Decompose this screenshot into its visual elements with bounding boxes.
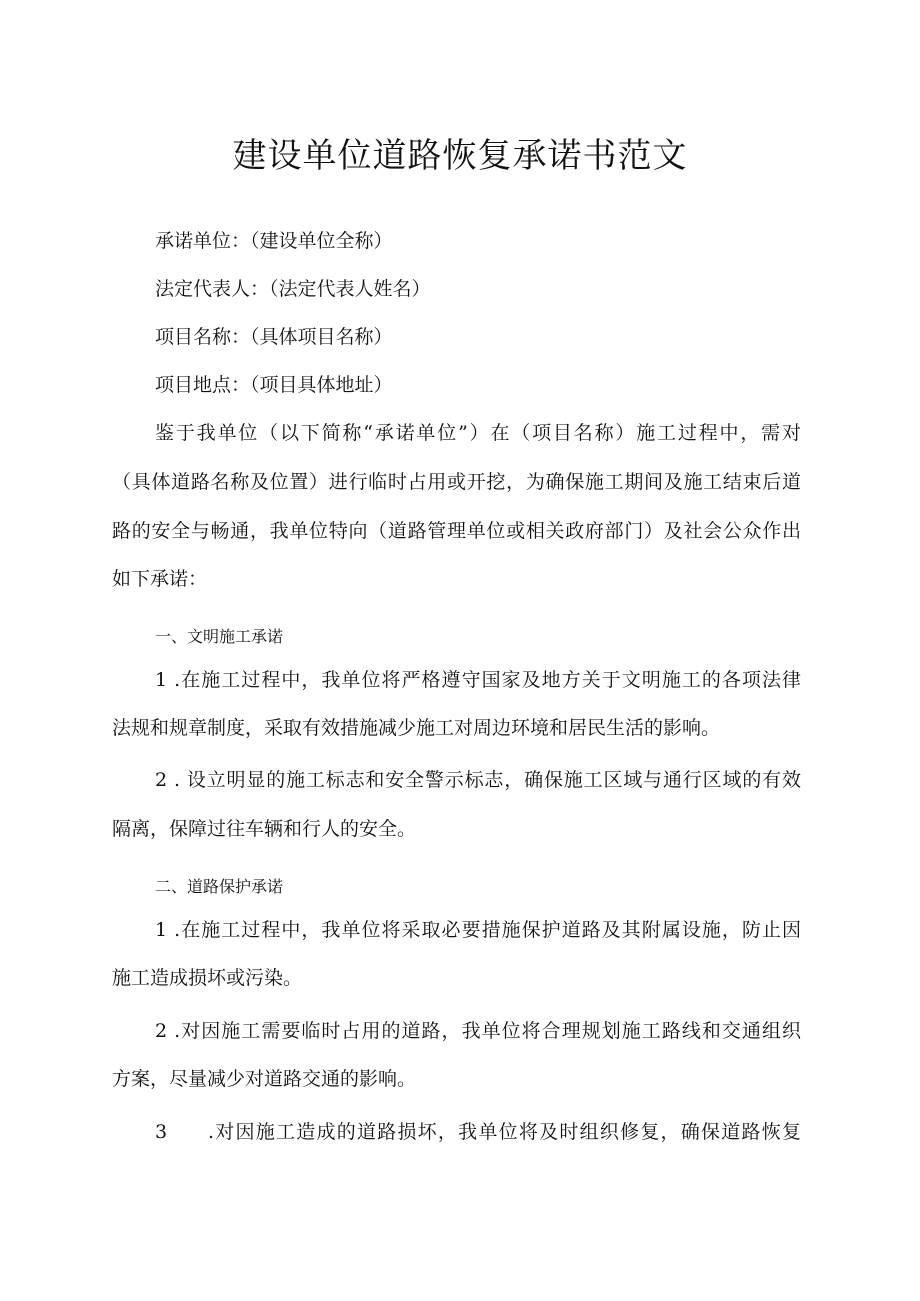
intro-line-2: （具体道路名称及位置）进行临时占用或开挖，为确保施工期间及施工结束后道 bbox=[112, 471, 801, 493]
info-project-location: 项目地点：（项目具体地址） bbox=[155, 374, 393, 396]
intro-line-4: 如下承诺： bbox=[112, 568, 208, 590]
section-1-item-1-line-1: 1 .在施工过程中，我单位将严格遵守国家及地方关于文明施工的各项法律 bbox=[155, 669, 801, 691]
document-title: 建设单位道路恢复承诺书范文 bbox=[232, 136, 688, 176]
section-2-item-2-line-1: 2 .对因施工需要临时占用的道路，我单位将合理规划施工路线和交通组织 bbox=[155, 1020, 801, 1042]
section-1-item-2-line-1: 2 . 设立明显的施工标志和安全警示标志，确保施工区域与通行区域的有效 bbox=[155, 769, 801, 791]
info-unit: 承诺单位：（建设单位全称） bbox=[155, 230, 393, 252]
intro-line-1: 鉴于我单位（以下简称“承诺单位”）在（项目名称）施工过程中，需对 bbox=[155, 422, 801, 444]
section-2-item-2-line-2: 方案，尽量减少对道路交通的影响。 bbox=[112, 1068, 417, 1090]
section-2-item-1-line-2: 施工造成损坏或污染。 bbox=[112, 967, 303, 989]
section-2-item-1-line-1: 1 .在施工过程中，我单位将采取必要措施保护道路及其附属设施，防止因 bbox=[155, 919, 801, 941]
section-1-item-1-line-2: 法规和规章制度，采取有效措施减少施工对周边环境和居民生活的影响。 bbox=[112, 717, 721, 739]
info-representative: 法定代表人：（法定代表人姓名） bbox=[155, 278, 431, 300]
section-2-heading: 二、道路保护承诺 bbox=[155, 877, 284, 896]
section-1-item-2-line-2: 隔离，保障过往车辆和行人的安全。 bbox=[112, 818, 417, 840]
section-2-item-3-line-1: .对因施工造成的道路损坏，我单位将及时组织修复，确保道路恢复 bbox=[208, 1121, 801, 1143]
section-2-item-3-number: 3 bbox=[155, 1121, 168, 1143]
intro-line-3: 路的安全与畅通，我单位特向（道路管理单位或相关政府部门）及社会公众作出 bbox=[112, 520, 801, 542]
section-1-heading: 一、文明施工承诺 bbox=[155, 627, 284, 646]
info-project-name: 项目名称：（具体项目名称） bbox=[155, 326, 393, 348]
